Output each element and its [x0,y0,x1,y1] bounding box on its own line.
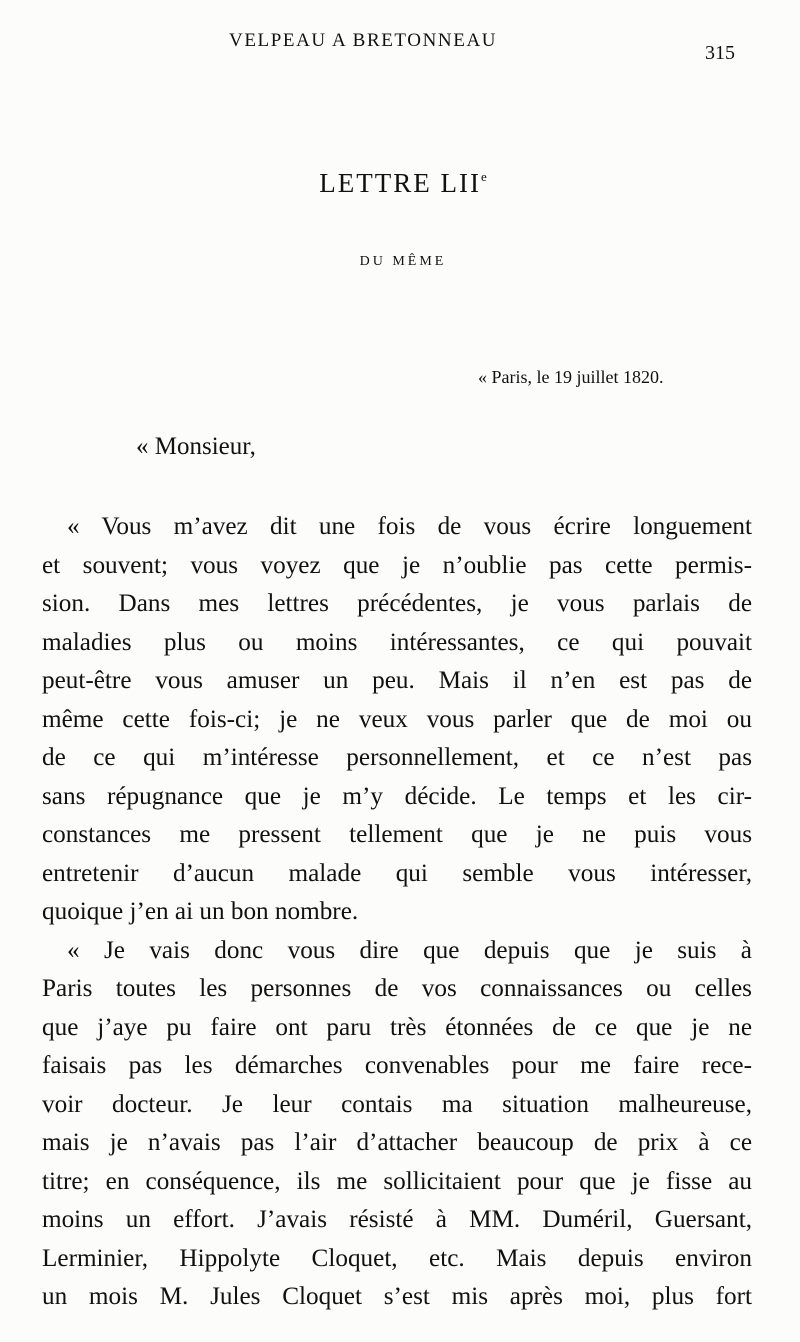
body-line: sans répugnance que je m’y décide. Le temps et les cir- [42,782,752,810]
body-line: moins un effort. J’avais résisté à MM. Duméril, Guersant, [42,1206,752,1233]
body-line: sion. Dans mes lettres précédentes, je vous parlais de [42,590,752,617]
body-line: constances me pressent tellement que je ne puis vous [42,821,752,848]
body-line: voir docteur. Je leur contais ma situation malheureuse, [42,1090,752,1118]
letter-from: DU MÊME [359,254,447,269]
body-line: faisais pas les démarches convenables pour me faire rece- [42,1052,752,1079]
body-line: de ce qui m’intéresse personnellement, et ce n’est pas [42,744,752,771]
body-line: « Vous m’avez dit une fois de vous écrire longuement [67,513,752,540]
body-line: titre; en conséquence, ils me sollicitaient pour que je fisse au [42,1167,752,1195]
page-number: 315 [705,42,735,64]
body-line: un mois M. Jules Cloquet s’est mis après moi, plus fort [42,1283,752,1310]
letter-title-superscript: e [480,169,487,184]
letter-salutation: « Monsieur, [136,433,256,460]
letter-body [42,508,752,1317]
body-line: mais je n’avais pas l’air d’attacher beaucoup de prix à ce [42,1129,752,1156]
body-line: maladies plus ou moins intéressantes, ce qui pouvait [42,628,752,656]
body-line: Lerminier, Hippolyte Cloquet, etc. Mais depuis environ [42,1244,752,1272]
body-line: quoique j’en ai un bon nombre. [42,898,359,925]
body-line: « Je vais donc vous dire que depuis que je suis à [67,936,752,964]
body-line: peut-être vous amuser un peu. Mais il n’en est pas de [42,667,752,694]
body-line: que j’aye pu faire ont paru très étonnées de ce que je ne [42,1013,752,1041]
body-line: entretenir d’aucun malade qui semble vous intéresser, [42,859,752,887]
letter-title-text: LETTRE LII [319,168,481,198]
running-head: VELPEAU A BRETONNEAU [229,30,498,51]
letter-title [0,168,800,199]
body-line: même cette fois-ci; je ne veux vous parler que de moi ou [42,705,752,733]
letter-dateline: « Paris, le 19 juillet 1820. [478,367,664,387]
body-line: Paris toutes les personnes de vos connaissances ou celles [42,975,752,1002]
body-line: et souvent; vous voyez que je n’oublie pas cette permis- [42,551,752,579]
